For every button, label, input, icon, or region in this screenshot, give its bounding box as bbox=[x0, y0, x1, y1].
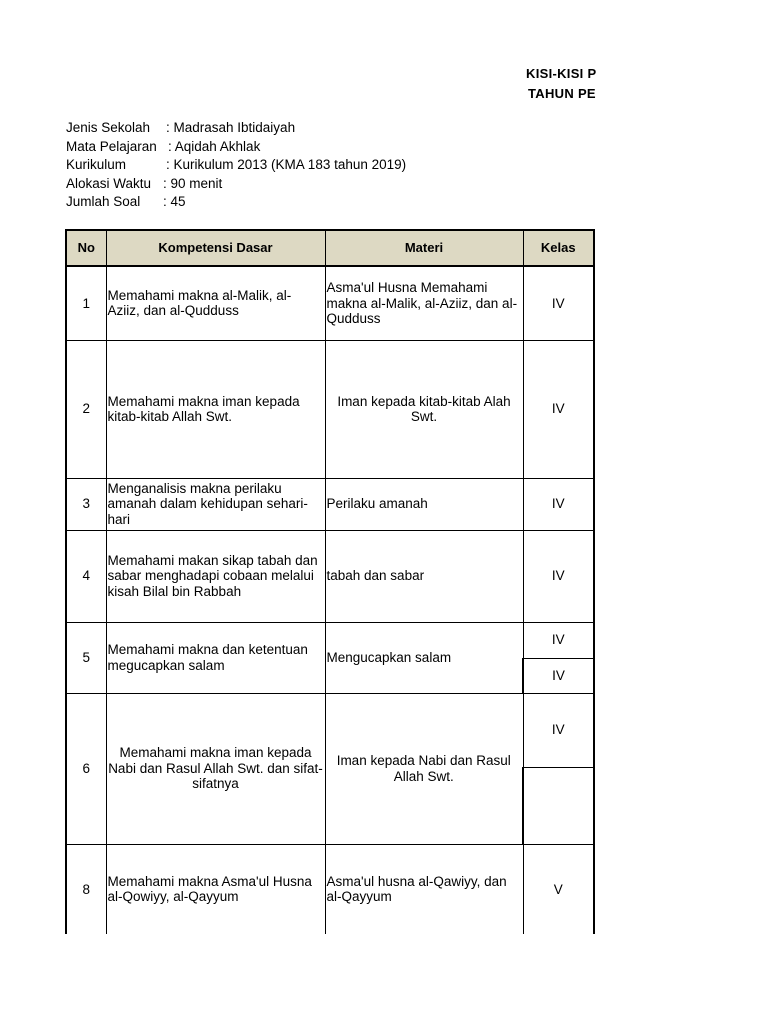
cell-no: 1 bbox=[66, 266, 106, 340]
cell-kd: Memahami makna dan ketentuan megucapkan salam bbox=[106, 622, 325, 693]
cell-materi: Iman kepada Nabi dan Rasul Allah Swt. bbox=[325, 693, 523, 844]
info-value: : Madrasah Ibtidaiyah bbox=[166, 120, 296, 135]
table-row bbox=[66, 266, 594, 340]
cell-no: 2 bbox=[66, 340, 106, 478]
cell-kelas: IV bbox=[523, 530, 594, 622]
cell-kd: Memahami makan sikap tabah dan sabar menghadapi cobaan melalui kisah Bilal bin Rabbah bbox=[106, 530, 325, 622]
info-label: Jumlah Soal bbox=[66, 194, 141, 209]
cell-kelas: IV bbox=[523, 340, 594, 478]
cell-kd: Memahami makna iman kepada kitab-kitab Allah Swt. bbox=[106, 340, 325, 478]
header-no: No bbox=[66, 230, 106, 266]
info-label: Alokasi Waktu bbox=[66, 175, 152, 191]
cell-kelas: IV bbox=[523, 622, 594, 658]
cell-kelas: IV bbox=[523, 478, 594, 530]
header-kelas: Kelas bbox=[523, 230, 594, 266]
cell-materi: tabah dan sabar bbox=[325, 530, 523, 622]
cell-no: 3 bbox=[66, 478, 106, 530]
cell-no: 4 bbox=[66, 530, 106, 622]
cell-kelas: IV bbox=[523, 658, 594, 693]
table-header-row bbox=[66, 230, 594, 266]
cell-kd: Memahami makna Asma'ul Husna al-Qowiyy, al-Qayyum bbox=[106, 844, 325, 934]
document-title-line-2: TAHUN PE bbox=[528, 86, 596, 101]
cell-materi: Asma'ul husna al-Qawiyy, dan al-Qayyum bbox=[325, 844, 523, 934]
cell-no: 5 bbox=[66, 622, 106, 693]
info-value: : Kurikulum 2013 (KMA 183 tahun 2019) bbox=[166, 157, 407, 172]
document-title-line-1: KISI-KISI P bbox=[526, 66, 597, 81]
info-label: Jenis Sekolah bbox=[66, 120, 151, 135]
cell-kelas: V bbox=[523, 844, 594, 934]
info-label: Kurikulum bbox=[66, 157, 127, 172]
table-row bbox=[66, 693, 594, 767]
info-label: Mata Pelajaran bbox=[66, 138, 157, 154]
grid-table bbox=[65, 229, 595, 934]
info-value: : Aqidah Akhlak bbox=[168, 138, 261, 154]
table-row bbox=[66, 530, 594, 622]
cell-no: 6 bbox=[66, 693, 106, 844]
cell-kelas: IV bbox=[523, 693, 594, 767]
cell-materi: Asma'ul Husna Memahami makna al-Malik, al-Aziiz, dan al-Qudduss bbox=[325, 266, 523, 340]
cell-materi: Mengucapkan salam bbox=[325, 622, 523, 693]
cell-kelas: IV bbox=[523, 266, 594, 340]
info-value: : 90 menit bbox=[163, 175, 223, 191]
table-row bbox=[66, 844, 594, 934]
info-value: : 45 bbox=[163, 194, 186, 209]
header-materi: Materi bbox=[325, 230, 523, 266]
header-kompetensi-dasar: Kompetensi Dasar bbox=[106, 230, 325, 266]
cell-no: 8 bbox=[66, 844, 106, 934]
cell-kelas bbox=[523, 767, 594, 844]
cell-materi: Perilaku amanah bbox=[325, 478, 523, 530]
table-row bbox=[66, 478, 594, 530]
cell-kd: Memahami makna al-Malik, al-Aziiz, dan al-Qudduss bbox=[106, 266, 325, 340]
table-row bbox=[66, 340, 594, 478]
table-row bbox=[66, 622, 594, 658]
cell-materi: Iman kepada kitab-kitab Alah Swt. bbox=[325, 340, 523, 478]
cell-kd: Memahami makna iman kepada Nabi dan Rasul Allah Swt. dan sifat-sifatnya bbox=[106, 693, 325, 844]
cell-kd: Menganalisis makna perilaku amanah dalam kehidupan sehari-hari bbox=[106, 478, 325, 530]
